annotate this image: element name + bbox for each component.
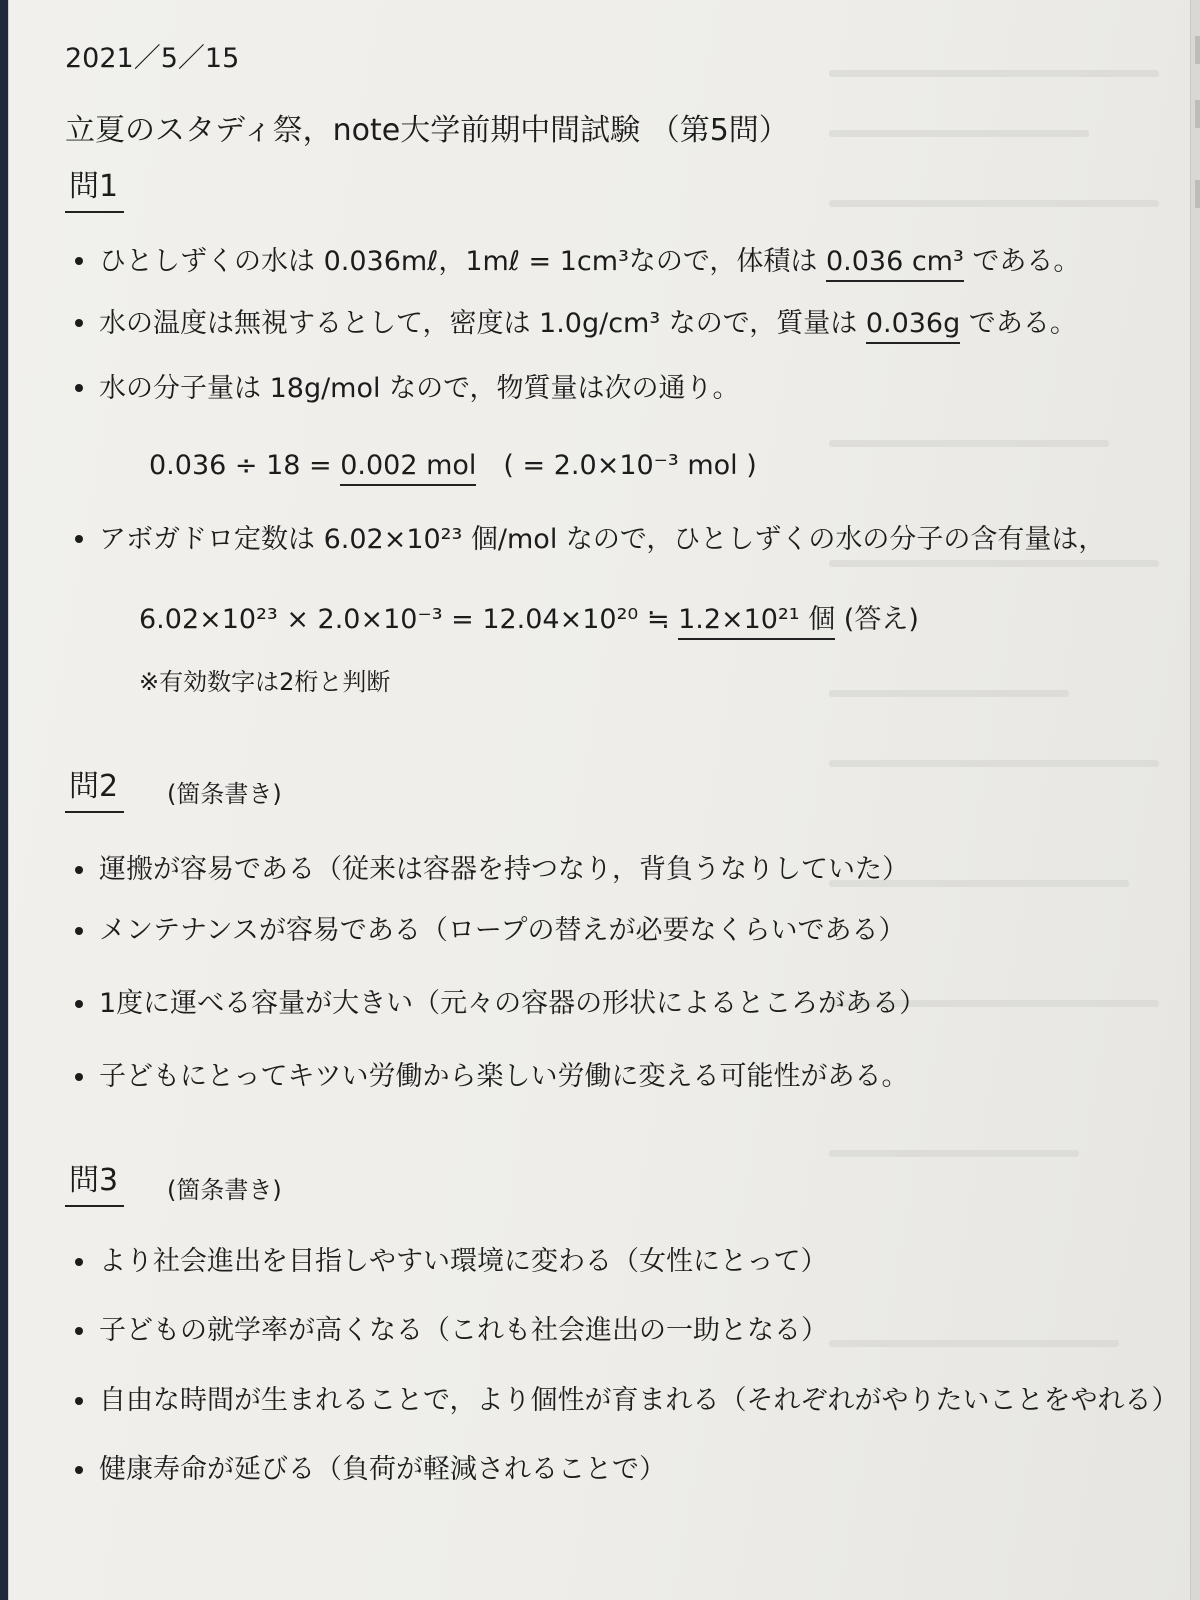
q3-heading [65, 1163, 124, 1198]
bleed-through-line [829, 1150, 1079, 1157]
q2-item: 子どもにとってキツい労働から楽しい労働に変える可能性がある。 [99, 1061, 909, 1092]
bullet [75, 1397, 83, 1405]
q3-item: 子どもの就学率が高くなる（これも社会進出の一助となる） [99, 1315, 828, 1346]
bleed-through-line [829, 70, 1159, 77]
q2-subheading: (箇条書き) [167, 780, 282, 808]
page-tab [1195, 180, 1200, 208]
q3-heading-text: 問3 [65, 1163, 124, 1207]
q1-final-answer: 1.2×10²¹ 個 [678, 604, 835, 640]
bleed-through-line [829, 200, 1159, 207]
page-tab [1195, 36, 1200, 64]
bleed-through-line [829, 690, 1069, 697]
bullet [75, 1327, 83, 1335]
q1-calc-moles [149, 452, 757, 479]
q3-item: 自由な時間が生まれることで，より個性が育まれる（それぞれがやりたいことをやれる） [99, 1385, 1179, 1416]
bleed-through-line [829, 440, 1109, 447]
q1-note: ※有効数字は2桁と判断 [139, 668, 391, 696]
bullet [75, 866, 83, 874]
q2-heading-text: 問2 [65, 769, 124, 813]
q1-heading-text: 問1 [65, 169, 124, 213]
q1-item-text: 水の温度は無視するとして，密度は 1.0g/cm³ なので，質量は [99, 308, 866, 339]
q1-item-text: である。 [963, 246, 1081, 277]
bleed-through-line [829, 1340, 1119, 1347]
q1-heading [65, 169, 124, 204]
bullet [75, 1000, 83, 1008]
bullet [75, 319, 83, 327]
q1-item-mass [99, 310, 1077, 337]
q3-item: より社会進出を目指しやすい環境に変わる（女性にとって） [99, 1246, 828, 1277]
bleed-through-line [829, 130, 1089, 137]
calc-text: 0.036 ÷ 18 = [149, 450, 341, 481]
calc-text: ( = 2.0×10⁻³ mol ) [476, 450, 757, 481]
q1-volume-answer: 0.036 cm³ [826, 246, 964, 282]
bullet [75, 1073, 83, 1081]
q1-item-text: ひとしずくの水は 0.036mℓ，1mℓ = 1cm³なので，体積は [99, 246, 826, 277]
bleed-through-line [829, 760, 1159, 767]
q1-mass-answer: 0.036g [866, 308, 960, 344]
q3-subheading: (箇条書き) [167, 1176, 282, 1204]
bullet [75, 927, 83, 935]
page-edge [1190, 0, 1200, 1600]
q2-item: 1度に運べる容量が大きい（元々の容器の形状によるところがある） [99, 988, 927, 1019]
bullet [75, 1466, 83, 1474]
page-tab [1195, 100, 1200, 128]
q2-item: メンテナンスが容易である（ロープの替えが必要なくらいである） [99, 915, 906, 946]
q1-item-volume [99, 248, 1080, 275]
q1-item-text: である。 [960, 308, 1077, 339]
bullet [75, 1258, 83, 1266]
bullet [75, 535, 83, 543]
q3-item: 健康寿命が延びる（負荷が軽減されることで） [99, 1454, 666, 1485]
calc-text: 6.02×10²³ × 2.0×10⁻³ = 12.04×10²⁰ ≒ [139, 604, 679, 635]
notebook-page [8, 0, 1200, 1600]
q1-item-avogadro: アボガドロ定数は 6.02×10²³ 個/mol なので，ひとしずくの水の分子の含有量は， [99, 524, 1106, 555]
q1-item-moles: 水の分子量は 18g/mol なので，物質量は次の通り。 [99, 373, 740, 404]
bullet [75, 257, 83, 265]
q1-moles-answer: 0.002 mol [340, 450, 476, 486]
note-title: 立夏のスタディ祭，note大学前期中間試験 （第5問） [65, 113, 789, 148]
note-date: 2021／5／15 [65, 43, 240, 74]
q1-calc-molecules [139, 606, 919, 633]
q2-heading [65, 769, 124, 804]
calc-text: (答え) [835, 604, 919, 635]
bleed-through-line [829, 560, 1159, 567]
bullet [75, 384, 83, 392]
q2-item: 運搬が容易である（従来は容器を持つなり，背負うなりしていた） [99, 854, 909, 885]
